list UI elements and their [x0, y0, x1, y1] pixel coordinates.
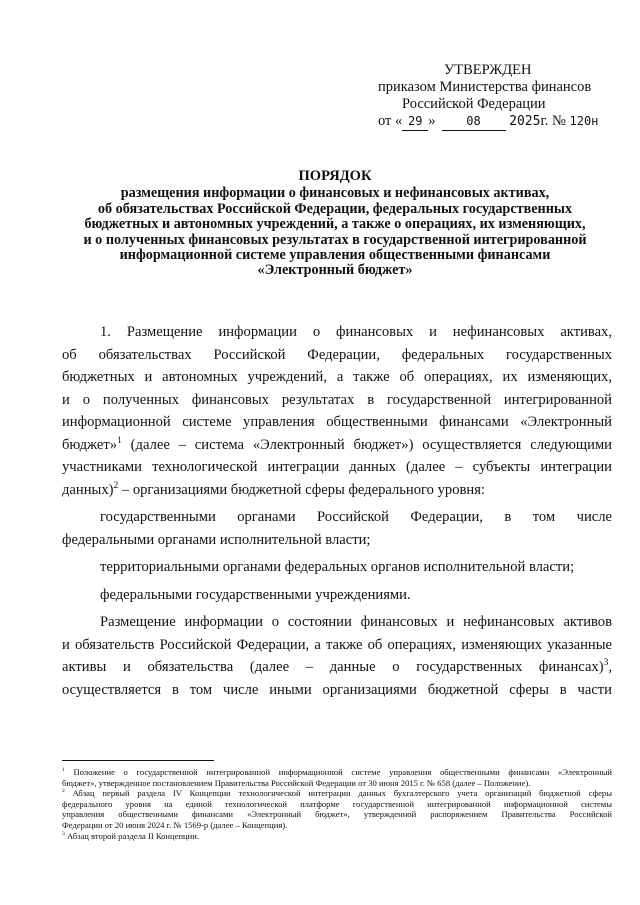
list-item: федеральными государственными учреждениями.	[100, 586, 411, 603]
text-fragment: бюджет»	[62, 436, 118, 453]
paragraph-line: осуществляется в том числе иными организациями бюджетной сферы в части	[62, 681, 612, 698]
title-line: размещения информации о финансовых и нефинансовых активах,	[120, 185, 550, 202]
paragraph-line	[62, 479, 612, 502]
date-day-close: »	[428, 113, 436, 129]
footnote-divider	[62, 760, 214, 761]
footnote-line: Федерации от 20 июня 2024 г. № 1569-р (далее – Концепция).	[62, 819, 288, 830]
approval-order-line: приказом Министерства финансов	[378, 79, 592, 95]
footnote-line: федерального уровня на единой технологической платформе государственной интегрированной информационной системы	[62, 798, 612, 809]
paragraph-line	[62, 656, 612, 679]
date-year-suffix: г. №	[540, 113, 566, 129]
approval-date-line	[378, 113, 618, 131]
list-item-line: федеральными органами исполнительной власти;	[62, 531, 371, 548]
approval-country-line: Российской Федерации	[402, 96, 546, 112]
footnote-ref-2: 2	[113, 480, 119, 491]
title-line: «Электронный бюджет»	[257, 262, 413, 279]
paragraph-line: Размещение информации о состоянии финансовых и нефинансовых активов	[100, 614, 612, 630]
footnote-text: Абзац второй раздела II Концепции.	[66, 830, 199, 841]
title-line: информационной системе управления общественными финансами	[119, 247, 551, 264]
footnote-ref-1: 1	[117, 435, 122, 446]
footnote-mark: 3	[62, 830, 65, 837]
date-year: 2025	[509, 114, 541, 129]
title-line: бюджетных и автономных учреждений, а также о операциях, их изменяющих,	[84, 216, 586, 233]
date-month: 08	[442, 113, 506, 131]
text-fragment: активы и обязательства (далее – данные о государственных финансах)	[62, 659, 604, 675]
paragraph-line	[62, 434, 612, 457]
footnote-mark: 2	[62, 788, 65, 795]
footnote-line	[62, 831, 612, 842]
paragraph-line: и о полученных финансовых результатах в государственной интегрированной	[62, 391, 612, 408]
document-title	[40, 169, 630, 279]
footnote-line: управления общественными финансами «Электронный бюджет», утвержденной распоряжением Правительства Российской	[62, 809, 612, 820]
footnote-mark: 1	[62, 767, 65, 774]
date-day: 29	[402, 113, 428, 131]
paragraph-line: участниками технологической интеграции данных (далее – субъекты интеграции	[62, 459, 612, 475]
text-fragment: данных)	[62, 481, 114, 498]
paragraph-line: и обязательств Российской Федерации, а также об операциях, изменяющих указанные	[62, 636, 612, 653]
list-item-line: государственными органами Российской Федерации, в том числе	[100, 509, 612, 525]
paragraph-line: бюджетных и автономных учреждений, а также об операциях, их изменяющих,	[62, 369, 612, 385]
footnote-text: Абзац первый раздела IV Концепции технологической интеграции данных бухгалтерского учета организаций бюджетной сферы	[72, 788, 612, 799]
title-heading: ПОРЯДОК	[298, 168, 372, 184]
order-number: 120н	[569, 114, 599, 128]
title-line: и о полученных финансовых результатах в государственной интегрированной	[83, 231, 587, 248]
approval-stamp	[378, 62, 618, 131]
paragraph-line: об обязательствах Российской Федерации, федеральных государственных	[62, 346, 612, 363]
title-line: об обязательствах Российской Федерации, федеральных государственных	[97, 200, 573, 217]
footnote-line	[62, 767, 612, 778]
footnote-line: бюджет», утвержденное постановлением Правительства Российской Федерации от 30 июня 2015 г. № 658 (далее – Положение).	[62, 777, 531, 788]
list-item: территориальными органами федеральных органов исполнительной власти;	[100, 559, 575, 575]
footnote-text: Положение о государственной интегрированной информационной системе управления общественными финансами «Электронный	[73, 767, 613, 777]
footnotes	[62, 767, 612, 841]
text-fragment: ,	[608, 659, 612, 675]
footnote-line	[62, 788, 612, 799]
paragraph-line: информационной системе управления общественными финансами «Электронный	[62, 414, 612, 430]
document-body	[62, 321, 612, 701]
footnote-ref-3: 3	[603, 658, 609, 669]
text-fragment: (далее – система «Электронный бюджет») осуществляется следующими	[130, 436, 612, 453]
paragraph-line: 1. Размещение информации о финансовых и нефинансовых активах,	[100, 324, 612, 340]
date-prefix: от «	[378, 113, 403, 129]
approval-title: УТВЕРЖДЕН	[444, 62, 532, 78]
text-fragment: – организациями бюджетной сферы федерального уровня:	[121, 481, 485, 498]
